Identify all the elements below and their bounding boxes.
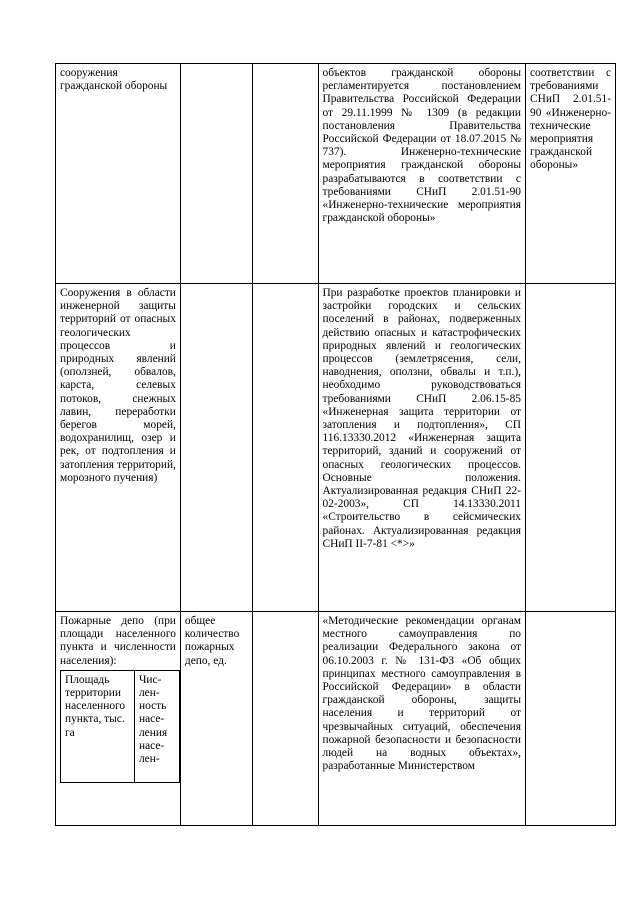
cell-indicator bbox=[180, 64, 252, 284]
cell-note bbox=[526, 612, 616, 826]
cell-object: сооружения гражданской обороны bbox=[56, 64, 181, 284]
cell-value bbox=[252, 612, 318, 826]
regulation-table bbox=[55, 63, 616, 826]
table-row bbox=[56, 284, 616, 612]
cell-rationale: При разработке проектов планировки и застройки городских и сельских поселений в районах, подверженных действию опасных и катастрофических природных явлений и геологических процессов (землетрясения, сели, наводнения, оползни, обвалы и т.п.), необходимо руководствоваться требованиями СНиП 2.06.15-85 «Инженерная защита территории от затопления и подтопления», СП 116.13330.2012 «Инженерная защита территорий, зданий и сооружений от опасных геологических процессов. Основные положения. Актуализированная редакция СНиП 22-02-2003», СП 14.13330.2011 «Строительство в сейсмических районах. Актуализированная редакция СНиП II-7-81 <*>» bbox=[318, 284, 525, 612]
cell-value bbox=[252, 284, 318, 612]
cell-indicator bbox=[180, 284, 252, 612]
nested-criteria-table bbox=[60, 670, 180, 783]
cell-area: Площадь территории населенного пункта, тыс. га bbox=[61, 670, 135, 782]
fire-depot-heading: Пожарные депо (при площади населенного пункта и численности населения): bbox=[60, 615, 176, 667]
cell-rationale: «Методические рекомендации органам местного самоуправления по реализации Федерального закона от 06.10.2003 г. № 131-ФЗ «Об общих принципах местного самоуправления в Российской Федерации» в области гражданской обороны, защиты населения и территорий от чрезвычайных ситуаций, обеспечения пожарной безопасности и безопасности людей на водных объектах», разработанные Министерством bbox=[318, 612, 525, 826]
cell-note: соответствии с требованиями СНиП 2.01.51-90 «Инженерно-технические мероприятия гражданской обороны» bbox=[526, 64, 616, 284]
cell-indicator: общее количество пожарных депо, ед. bbox=[180, 612, 252, 826]
table-row bbox=[56, 64, 616, 284]
cell-population: Чис- лен- ность насе- ления насе- лен- bbox=[135, 670, 180, 782]
cell-rationale: объектов гражданской обороны регламентируется постановлением Правительства Российской Федерации от 29.11.1999 № 1309 (в редакции постановления Правительства Российской Федерации от 18.07.2015 № 737). Инженерно-технические мероприятия гражданской обороны разрабатываются в соответствии с требованиями СНиП 2.01.51-90 «Инженерно-технические мероприятия гражданской обороны» bbox=[318, 64, 525, 284]
cell-object bbox=[56, 612, 181, 826]
table-row bbox=[61, 670, 180, 782]
table-row bbox=[56, 612, 616, 826]
cell-note bbox=[526, 284, 616, 612]
cell-object: Сооружения в области инженерной защиты территорий от опасных геологических процессов и природных явлений (оползней, обвалов, карста, селевых потоков, снежных лавин, переработки берегов морей, водохранилищ, озер и рек, от подтопления и затопления территорий, морозного пучения) bbox=[56, 284, 181, 612]
cell-value bbox=[252, 64, 318, 284]
